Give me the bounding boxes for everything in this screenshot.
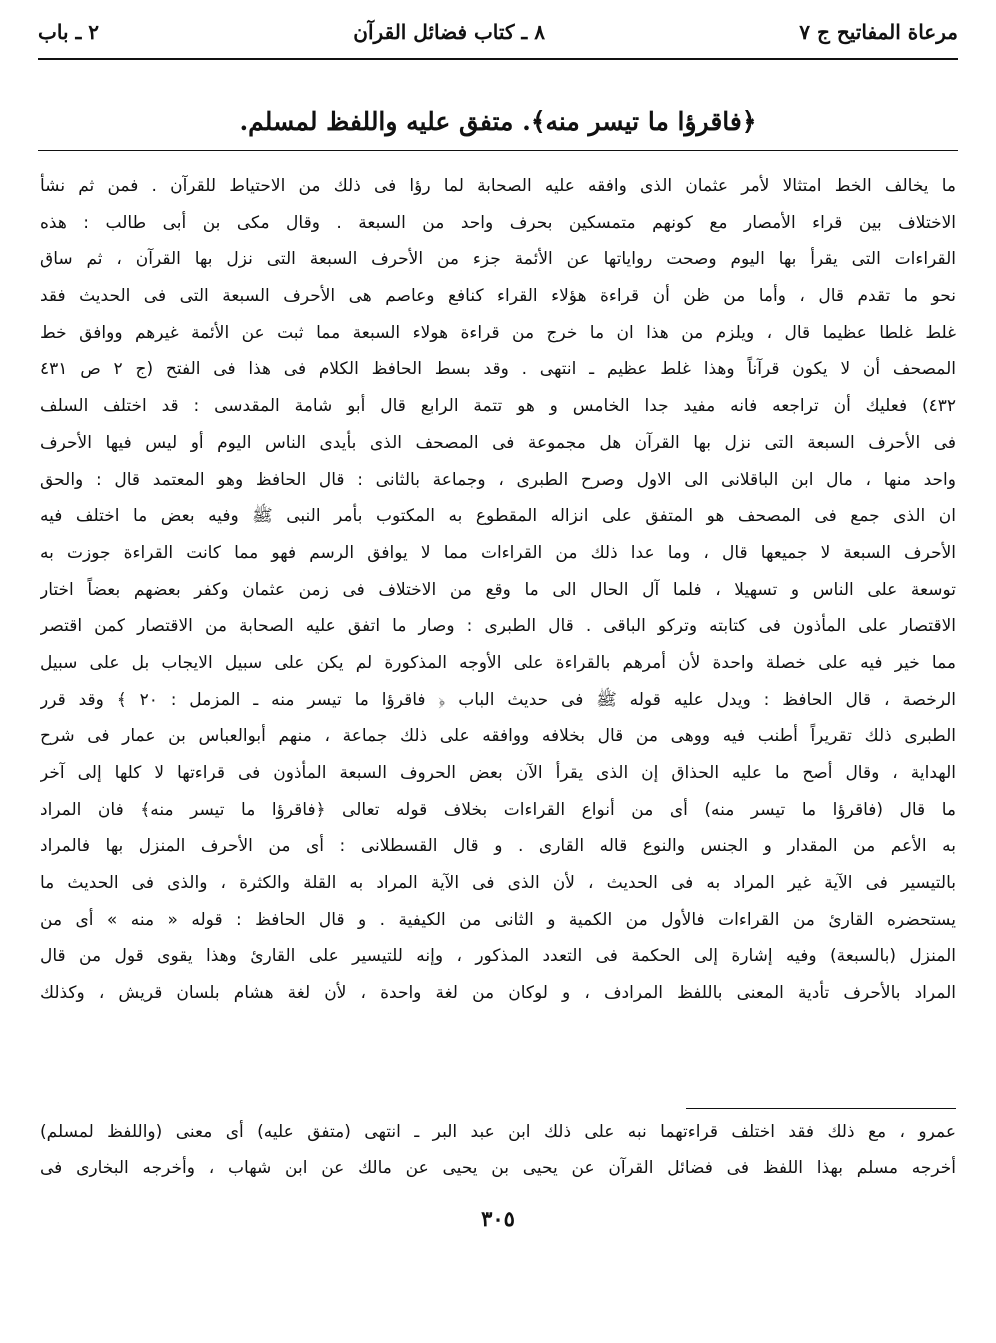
body-line: به الأعم من المقدار و الجنس والنوع قاله القارى . و قال القسطلانى : أى من الأحرف المنزل بها فالمراد [40,836,956,857]
body-line: ما قال (فاقرؤا ما تيسر منه) أى من أنواع القراءات بخلاف قوله تعالى ﴿فاقرؤا ما تيسر منه﴾ فان المراد [40,799,956,820]
body-line: توسعة على الناس و تسهيلا ، فلما آل الحال الى ما وقع من الاختلاف فى زمن عثمان وكفر بعضهم بعضاً اختار [40,579,956,600]
body-line: الطبرى ذلك تقريراً أطنب فيه ووهى من قال بخلافه ووافقه على ذلك جماعة ، منهم أبوالعباس بن عمار فى شرح [40,726,956,747]
body-line: يستحضره القارئ من القراءات فالأول من الكمية و الثانى من الكيفية . و قال الحافظ : قوله « منه » أى من [40,909,956,930]
body-line: المنزل (بالسبعة) وفيه إشارة إلى الحكمة فى التعدد المذكور ، وإنه للتيسير على القارئ وهذا يقوى قول من قال [40,946,956,967]
header-section-label: ٢ ـ باب [38,20,100,44]
commentary-body [40,168,956,1012]
footnote-line: أخرجه مسلم بهذا اللفظ فى فضائل القرآن عن يحيى بن يحيى عن مالك عن ابن شهاب ، وأخرجه البخارى فى [40,1158,956,1178]
page-number: ٣٠٥ [481,1206,515,1231]
body-line: الأحرف السبعة لا جميعها قال ، وما عدا ذلك من القراءات مما لا يوافق الرسم فهو مما كانت القراءة جوزت به [40,542,956,563]
body-line: ان الذى جمع فى المصحف هو المتفق على انزاله المقطوع به المكتوب بأمر النبى ﷺ وفيه بعض ما اختلف فيه [40,506,956,527]
body-line: ما يخالف الخط امتثالا لأمر عثمان الذى وافقه عليه الصحابة لما رؤا فى ذلك من الاحتياط للقرآن . فمن ثم نشأ [40,176,956,196]
footnote-body [40,1114,956,1186]
hadith-text: ﴿فاقرؤا ما تيسر منه﴾. متفق عليه واللفظ لمسلم. [38,100,958,151]
header-book-title: مرعاة المفاتيح ج ٧ [799,20,958,44]
body-line: فى الأحرف السبعة التى نزل بها القرآن هل مجموعة فى المصحف الذى بأيدى الناس اليوم أو ليس فيها الأحرف [40,432,956,453]
body-line: القراءات التى يقرأ بها اليوم وصحت رواياتها عن الأئمة جزء من الأحرف السبعة التى نزل بها القرآن ، ثم ساق [40,249,956,270]
body-line: الاختلاف بين قراء الأمصار مع كونهم متمسكين بحرف واحد من السبعة . وقال مكى بن أبى طالب : هذه [40,212,956,233]
header-chapter-title: ٨ ـ كتاب فضائل القرآن [353,20,545,44]
body-line: بالتيسير فى الآية غير المراد به فى الحديث ، لأن الذى فى الآية المراد به القلة والكثرة ، والذى فى الحديث ما [40,873,956,894]
footnote-divider [686,1108,956,1109]
body-line: مما خير فيه على خصلة واحدة لأن أمرهم بالقراءة على الأوجه المذكورة لم يكن على سبيل الايجاب بل على سبيل [40,652,956,673]
body-line: الاقتصار على المأذون فى كتابته وتركو الباقى . قال الطبرى : وصار ما اتفق عليه الصحابة من الاقتصار كمن اقتصر [40,616,956,637]
body-line: واحد منها ، مال ابن الباقلانى الى الاول وصرح الطبرى ، وجماعة بالثانى : قال الحافظ وهو المعتمد قال : والحق [40,469,956,490]
running-header [38,12,958,60]
body-line: غلط غلطا عظيما قال ، ويلزم من هذا ان ما خرج من قراءة هولاء السبعة مما ثبت عن الأئمة غيرهم ووافق خط [40,322,956,343]
body-line: المصحف أن لا يكون قرآناً وهذا غلط عظيم ـ انتهى . وقد بسط الحافظ الكلام فى هذا فى الفتح (ج ٢ ص ٤٣١ [40,359,956,380]
body-line: الرخصة ، قال الحافظ : ويدل عليه قوله ﷺ فى حديث الباب ﴿ فاقرؤا ما تيسر منه ـ المزمل : ٢٠ ﴾ وقد قرر [40,689,956,710]
body-line: الهداية ، وقال أصح ما عليه الحذاق إن الذى يقرأ الآن بعض الحروف السبعة المأذون فى قراءتها لا كلها إلى آخر [40,763,956,783]
footnote-line: عمرو ، مع ذلك فقد اختلف قراءتهما نبه على ذلك ابن عبد البر ـ انتهى (متفق عليه) أى معنى (واللفظ لمسلم) [40,1122,956,1142]
body-line: ٤٣٢) فعليك أن تراجعه فانه مفيد جدا الخامس و هو تتمة الرابع قال أبو شامة المقدسى : قد اختلف السلف [40,396,956,417]
body-line: نحو ما تقدم قال ، وأما من ظن أن قراءة هؤلاء القراء كنافع وعاصم هى الأحرف السبعة التى فى الحديث فقد [40,286,956,307]
body-line: المراد بالأحرف تأدية المعنى باللفظ المرادف ، و لوكان من لغة واحدة ، لأن لغة هشام بلسان قريش ، وكذلك [40,983,956,1004]
